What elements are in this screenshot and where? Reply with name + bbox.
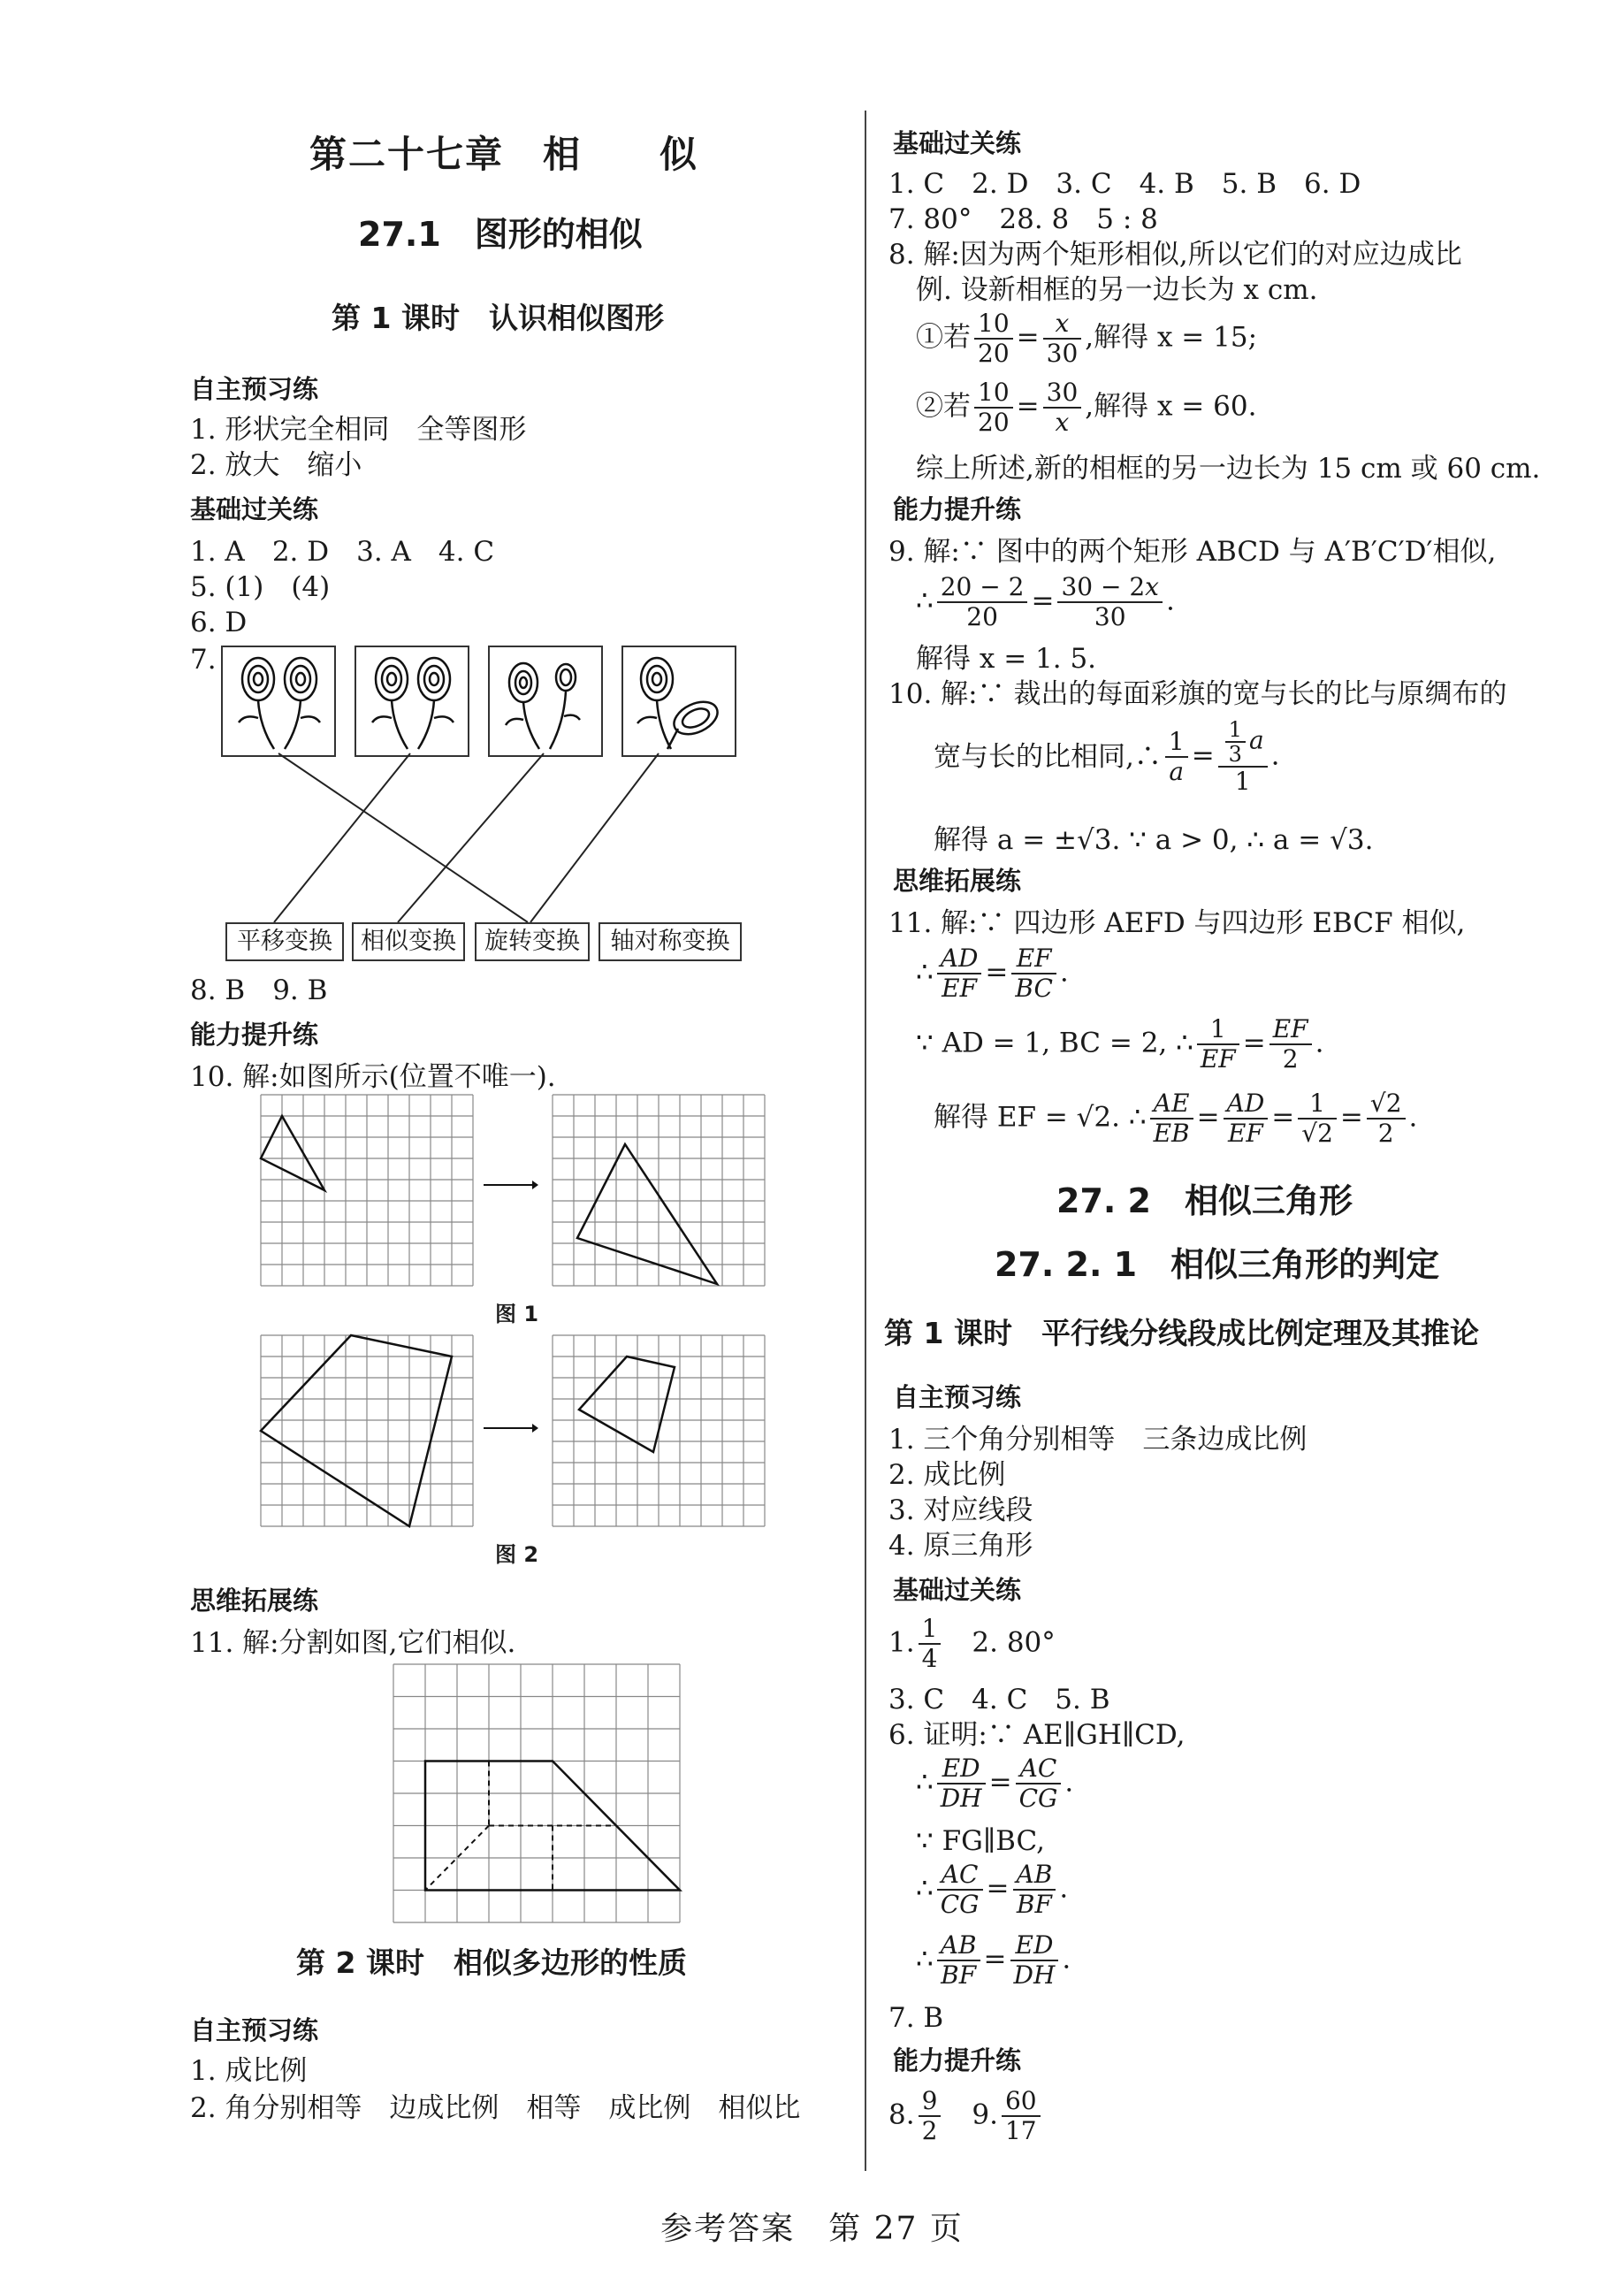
formula-line: ∴ $\frac{AC}{CG}$ = $\frac{AB}{BF}$ . xyxy=(916,1860,1069,1919)
preview-label: 自主预习练 xyxy=(190,374,319,404)
text: 宽与长的比相同,∴ xyxy=(934,741,1162,773)
lesson2-title: 第 2 课时 相似多边形的性质 xyxy=(296,1945,687,1980)
section-title: 27.1 图形的相似 xyxy=(358,215,643,254)
basic-label: 基础过关练 xyxy=(893,128,1022,158)
text: ①若 xyxy=(916,321,971,354)
answer-line: 例. 设新相框的另一边长为 x cm. xyxy=(916,274,1318,306)
text: 解得 EF = √2. ∴ xyxy=(934,1101,1147,1134)
fraction: $\frac{AE}{EB}$ xyxy=(1150,1089,1193,1148)
answer-line: 11. 解:分割如图,它们相似. xyxy=(190,1627,516,1659)
column-divider xyxy=(865,111,866,2171)
text: ∴ xyxy=(916,1943,934,1975)
answer-line: 8. B 9. B xyxy=(190,974,328,1006)
text: 2. 80° xyxy=(972,1626,1056,1659)
answer-line: 3. C 4. C 5. B xyxy=(888,1684,1110,1716)
text: 8. xyxy=(888,2098,915,2131)
text: ∴ xyxy=(916,585,934,617)
fraction: $\frac{10}{20}$ xyxy=(974,378,1013,437)
formula-line: ∴ $\frac{AB}{BF}$ = $\frac{ED}{DH}$ . xyxy=(916,1930,1071,1990)
transform-label-rotate: 旋转变换 xyxy=(475,922,590,961)
transform-label-similar: 相似变换 xyxy=(352,922,465,961)
answer-line: 9. 解:∵ 图中的两个矩形 ABCD 与 A′B′C′D′相似, xyxy=(888,536,1497,568)
answer-line: 1. 三个角分别相等 三条边成比例 xyxy=(888,1424,1308,1456)
chapter-title: 第二十七章 相 似 xyxy=(309,133,699,176)
fig1-grid-large xyxy=(553,1095,766,1286)
transform-label-reflect: 轴对称变换 xyxy=(599,922,742,961)
answer-line: 7. 80° 28. 8 5 : 8 xyxy=(888,203,1158,235)
think-label: 思维拓展练 xyxy=(893,866,1022,896)
arrow-icon xyxy=(484,1176,537,1194)
answer-line: 解得 x = 1. 5. xyxy=(916,643,1097,675)
fraction: $\frac{30}{x}$ xyxy=(1043,378,1082,437)
basic-label: 基础过关练 xyxy=(190,494,319,524)
answer-line: 1. 成比例 xyxy=(190,2055,308,2087)
text: ∴ xyxy=(916,956,934,989)
trapezoid-grid xyxy=(393,1664,685,1924)
answer-line: 2. 放大 缩小 xyxy=(190,449,362,481)
formula-line xyxy=(888,1615,1056,1673)
answer-line: 6. D xyxy=(190,607,248,638)
ability-label: 能力提升练 xyxy=(893,494,1022,524)
fraction: $\frac{1}{3}$ a 1 xyxy=(1218,718,1268,796)
answer-line: 7. B xyxy=(888,2002,944,2034)
answer-line: 2. 角分别相等 边成比例 相等 成比例 相似比 xyxy=(190,2092,801,2124)
fraction: $\frac{9}{2}$ xyxy=(919,2087,942,2145)
fraction: $\frac{1}{4}$ xyxy=(919,1615,942,1673)
fig1-caption: 图 1 xyxy=(495,1302,539,1326)
answer-line: 3. 对应线段 xyxy=(888,1494,1033,1526)
fraction: $\frac{EF}{BC}$ xyxy=(1011,944,1056,1003)
answer-line: 6. 证明:∵ AE∥GH∥CD, xyxy=(888,1719,1186,1751)
answer-line: 10. 解:∵ 裁出的每面彩旗的宽与长的比与原绸布的 xyxy=(888,678,1507,710)
formula-line: ∴ $\frac{ED}{DH}$ = $\frac{AC}{CG}$ . xyxy=(916,1754,1074,1813)
fraction: $\frac{1}{a}$ xyxy=(1165,728,1188,786)
answer-line: 1. C 2. D 3. C 4. B 5. B 6. D xyxy=(888,168,1361,200)
fraction: $\frac{AD}{EF}$ xyxy=(1224,1089,1269,1148)
formula-line: 宽与长的比相同,∴ $\frac{1}{a}$ = $\frac{1}{3}$ a 1 . xyxy=(934,717,1280,796)
formula-line: 解得 EF = √2. ∴ $\frac{AE}{EB}$ = $\frac{AD}{EF}$ = $\frac{1}{√2}$ = $\frac{√2}{2}$ . xyxy=(934,1089,1418,1148)
fraction: $\frac{EF}{2}$ xyxy=(1269,1015,1312,1074)
ability-label: 能力提升练 xyxy=(190,1020,319,1050)
section-27-2-1-title: 27. 2. 1 相似三角形的判定 xyxy=(995,1245,1440,1284)
answer-line: 1. 形状完全相同 全等图形 xyxy=(190,414,527,446)
fraction: $\frac{30 - 2x}{30}$ xyxy=(1057,573,1163,631)
formula-line: ∴ $\frac{AD}{EF}$ = $\frac{EF}{BC}$ . xyxy=(916,944,1069,1003)
fraction: $\frac{10}{20}$ xyxy=(974,310,1013,368)
lesson1-title: 第 1 课时 认识相似图形 xyxy=(332,301,664,335)
answer-line: 11. 解:∵ 四边形 AEFD 与四边形 EBCF 相似, xyxy=(888,907,1466,939)
text: ∴ xyxy=(916,1872,934,1905)
fraction: $\frac{AB}{BF}$ xyxy=(937,1931,980,1990)
formula-line: ②若 $\frac{10}{20}$ = $\frac{30}{x}$ ,解得 x = 60. xyxy=(916,378,1257,437)
answer-line: 解得 a = ±√3. ∵ a > 0, ∴ a = √3. xyxy=(934,824,1374,856)
fraction: $\frac{ED}{DH}$ xyxy=(937,1754,986,1813)
fig2-grid-large xyxy=(261,1335,475,1526)
think-label: 思维拓展练 xyxy=(190,1586,319,1616)
fig2-caption: 图 2 xyxy=(495,1542,539,1567)
answer-line: 5. (1) (4) xyxy=(190,571,331,603)
answer-line: 1. A 2. D 3. A 4. C xyxy=(190,536,495,568)
text: 1. xyxy=(888,1626,915,1659)
fraction: $\frac{AC}{CG}$ xyxy=(937,1861,983,1919)
fraction: $\frac{1}{√2}$ xyxy=(1298,1089,1337,1148)
text: ∴ xyxy=(916,1766,934,1799)
answer-line: 8. 解:因为两个矩形相似,所以它们的对应边成比 xyxy=(888,239,1462,271)
text: ∵ AD = 1, BC = 2, ∴ xyxy=(916,1027,1193,1059)
fraction: $\frac{AB}{BF}$ xyxy=(1013,1861,1056,1919)
preview2-label: 自主预习练 xyxy=(190,2015,319,2045)
fraction: $\frac{ED}{DH}$ xyxy=(1010,1931,1059,1990)
answer-line: ∵ FG∥BC, xyxy=(916,1825,1045,1857)
fig1-grid-small xyxy=(261,1095,475,1286)
arrow-icon xyxy=(484,1419,537,1437)
answer-line: 4. 原三角形 xyxy=(888,1530,1033,1562)
formula-line xyxy=(888,2087,1044,2145)
preview-label: 自主预习练 xyxy=(893,1382,1022,1412)
text: ②若 xyxy=(916,390,971,423)
answer-line: 10. 解:如图所示(位置不唯一). xyxy=(190,1061,556,1093)
text: ,解得 x = 15; xyxy=(1085,321,1258,354)
fraction: $\frac{1}{EF}$ xyxy=(1197,1015,1239,1074)
formula-line: ∴ $\frac{20 - 2}{20}$ = $\frac{30 - 2x}{30}$ . xyxy=(916,572,1175,631)
fraction: $\frac{x}{30}$ xyxy=(1043,310,1082,368)
ability2-label: 能力提升练 xyxy=(893,2045,1022,2075)
transform-label-translate: 平移变换 xyxy=(225,922,344,961)
fraction: $\frac{AC}{CG}$ xyxy=(1016,1754,1062,1813)
fig2-grid-small xyxy=(553,1335,766,1526)
basic2-label: 基础过关练 xyxy=(893,1575,1022,1605)
fraction: $\frac{60}{17}$ xyxy=(1002,2087,1041,2145)
formula-line: ①若 $\frac{10}{20}$ = $\frac{x}{30}$ ,解得 x = 15; xyxy=(916,309,1258,368)
fraction: $\frac{20 - 2}{20}$ xyxy=(937,573,1028,631)
fraction: $\frac{AD}{EF}$ xyxy=(937,944,982,1003)
text: 9. xyxy=(972,2098,998,2131)
formula-line: ∵ AD = 1, BC = 2, ∴ $\frac{1}{EF}$ = $\frac{EF}{2}$ . xyxy=(916,1014,1324,1074)
fraction: $\frac{√2}{2}$ xyxy=(1367,1089,1406,1148)
section-27-2-title: 27. 2 相似三角形 xyxy=(1056,1181,1353,1220)
page-footer: 参考答案 第 27 页 xyxy=(660,2211,964,2247)
answer-line: 2. 成比例 xyxy=(888,1459,1006,1491)
answer-line: 7. xyxy=(190,644,217,676)
lesson-title: 第 1 课时 平行线分线段成比例定理及其推论 xyxy=(884,1316,1479,1350)
answer-line: 综上所述,新的相框的另一边长为 15 cm 或 60 cm. xyxy=(916,453,1541,485)
text: ,解得 x = 60. xyxy=(1085,390,1257,423)
